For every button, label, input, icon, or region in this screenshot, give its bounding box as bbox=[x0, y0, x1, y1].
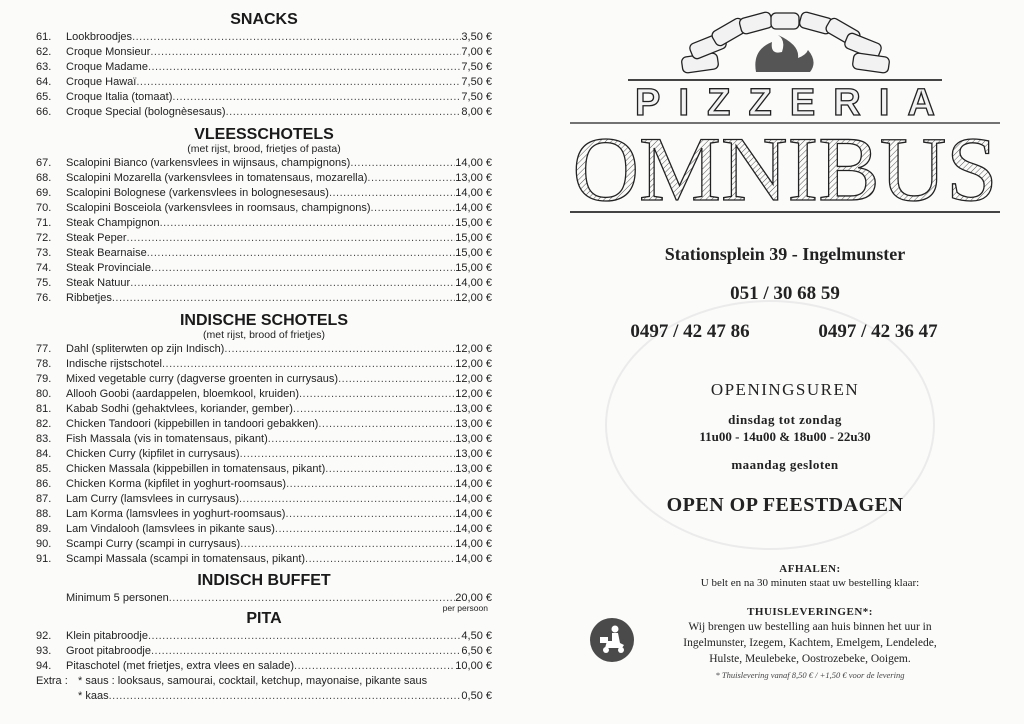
item-name: Groot pitabroodje bbox=[66, 645, 151, 657]
item-number: 61. bbox=[36, 31, 52, 43]
item-price: 15,00 € bbox=[455, 247, 492, 259]
dot-leader bbox=[329, 186, 455, 201]
item-name: Scalopini Bianco (varkensvlees in wijnsaus, champignons) bbox=[66, 157, 351, 169]
dot-leader bbox=[318, 417, 455, 432]
item-name: Indische rijstschotel bbox=[66, 358, 162, 370]
menu-item bbox=[36, 417, 492, 432]
delivery-text: Ingelmunster, Izegem, Kachtem, Emelgem, Lendelede, bbox=[683, 637, 937, 649]
item-name: Lam Curry (lamsvlees in currysaus) bbox=[66, 493, 239, 505]
extra-cheese: * kaas ..... 0,50 € bbox=[36, 689, 492, 704]
dot-leader bbox=[112, 291, 455, 306]
phone-number[interactable]: 051 / 30 68 59 bbox=[730, 283, 840, 304]
item-name: Lam Vindalooh (lamsvlees in pikante saus) bbox=[66, 523, 275, 535]
menu-item bbox=[36, 552, 492, 567]
delivery-title: THUISLEVERINGEN*: bbox=[747, 606, 873, 618]
section-subtitle: (met rijst, brood, frietjes of pasta) bbox=[187, 143, 341, 155]
menu-item bbox=[36, 246, 492, 261]
item-number: 86. bbox=[36, 478, 52, 490]
item-name: Chicken Tandoori (kippebillen in tandoori gebakken) bbox=[66, 418, 319, 430]
dot-leader bbox=[325, 462, 455, 477]
dot-leader bbox=[148, 60, 461, 75]
section-subtitle: (met rijst, brood of frietjes) bbox=[203, 329, 325, 341]
item-number: 68. bbox=[36, 172, 52, 184]
item-name: Scampi Massala (scampi in tomatensaus, pikant) bbox=[66, 553, 306, 565]
dot-leader bbox=[147, 246, 456, 261]
menu-item bbox=[36, 216, 492, 231]
item-name: Croque Monsieur bbox=[66, 46, 151, 58]
item-name: Pitaschotel (met frietjes, extra vlees en salade) bbox=[66, 660, 295, 672]
menu-item bbox=[36, 342, 492, 357]
delivery-note: * Thuislevering vanaf 8,50 € / +1,50 € voor de levering bbox=[715, 670, 905, 680]
dot-leader bbox=[151, 644, 461, 659]
item-price: 12,00 € bbox=[455, 343, 492, 355]
holidays-notice: OPEN OP FEESTDAGEN bbox=[666, 494, 904, 516]
section-title-pita: PITA bbox=[246, 610, 282, 627]
section-title-indisch-buffet: INDISCH BUFFET bbox=[197, 572, 331, 589]
item-name: Fish Massala (vis in tomatensaus, pikant) bbox=[66, 433, 268, 445]
item-number: 81. bbox=[36, 403, 52, 415]
menu-item bbox=[36, 537, 492, 552]
dot-leader bbox=[367, 171, 455, 186]
menu-item bbox=[36, 629, 492, 644]
dot-leader bbox=[224, 342, 455, 357]
item-price: 13,00 € bbox=[455, 463, 492, 475]
menu-item bbox=[36, 447, 492, 462]
item-number: 70. bbox=[36, 202, 52, 214]
menu-item bbox=[36, 372, 492, 387]
item-number: 64. bbox=[36, 76, 52, 88]
dot-leader bbox=[338, 372, 455, 387]
dot-leader bbox=[240, 537, 455, 552]
dot-leader bbox=[286, 477, 455, 492]
menu-item bbox=[36, 261, 492, 276]
info-column bbox=[560, 0, 1010, 724]
opening-days: dinsdag tot zondag bbox=[728, 412, 842, 427]
dot-leader bbox=[293, 402, 455, 417]
menu-item bbox=[36, 45, 492, 60]
item-number: 62. bbox=[36, 46, 52, 58]
menu-item bbox=[36, 186, 492, 201]
extra-sauces: Extra : * saus : looksaus, samourai, cocktail, ketchup, mayonaise, pikante saus bbox=[36, 675, 428, 687]
dot-leader bbox=[148, 629, 461, 644]
menu-item bbox=[36, 30, 492, 45]
item-price: 4,50 € bbox=[461, 630, 492, 642]
item-number: 85. bbox=[36, 463, 52, 475]
dot-leader bbox=[370, 201, 455, 216]
pickup-title: AFHALEN: bbox=[779, 563, 841, 575]
item-name: Scalopini Bosceiola (varkensvlees in roomsaus, champignons) bbox=[66, 202, 371, 214]
menu-item bbox=[36, 402, 492, 417]
section-title-snacks: SNACKS bbox=[230, 11, 298, 28]
item-price: 14,00 € bbox=[455, 478, 492, 490]
item-price: 14,00 € bbox=[455, 523, 492, 535]
item-price: 12,00 € bbox=[455, 388, 492, 400]
item-number: 90. bbox=[36, 538, 52, 550]
item-price: 14,00 € bbox=[455, 508, 492, 520]
closed-day: maandag gesloten bbox=[731, 457, 839, 472]
menu-item bbox=[36, 659, 492, 674]
mobile-number-2[interactable]: 0497 / 42 36 47 bbox=[818, 321, 938, 342]
item-name: Chicken Massala (kippebillen in tomatensaus, pikant) bbox=[66, 463, 326, 475]
item-name: Croque Italia (tomaat) bbox=[66, 91, 173, 103]
item-price: 20,00 € bbox=[455, 592, 492, 604]
dot-leader bbox=[305, 552, 455, 567]
item-name: Allooh Goobi (aardappelen, bloemkool, kruiden) bbox=[66, 388, 299, 400]
dot-leader bbox=[294, 659, 455, 674]
item-price: 14,00 € bbox=[455, 202, 492, 214]
item-price: 14,00 € bbox=[455, 538, 492, 550]
item-name: Scampi Curry (scampi in currysaus) bbox=[66, 538, 241, 550]
item-name: Ribbetjes bbox=[66, 292, 112, 304]
item-price: 7,50 € bbox=[461, 91, 492, 103]
item-number: 76. bbox=[36, 292, 52, 304]
item-number: 66. bbox=[36, 106, 52, 118]
item-price: 7,50 € bbox=[461, 76, 492, 88]
item-price: 12,00 € bbox=[455, 292, 492, 304]
item-price: 14,00 € bbox=[455, 187, 492, 199]
menu-item bbox=[36, 522, 492, 537]
item-number: 73. bbox=[36, 247, 52, 259]
item-number: 65. bbox=[36, 91, 52, 103]
section-title-vleesschotels: VLEESSCHOTELS bbox=[194, 126, 334, 143]
item-number: 93. bbox=[36, 645, 52, 657]
scooter-delivery-icon bbox=[589, 617, 635, 663]
dot-leader bbox=[127, 231, 456, 246]
menu-item bbox=[36, 201, 492, 216]
item-name: Croque Hawaï bbox=[66, 76, 137, 88]
menu-item bbox=[36, 105, 492, 120]
item-price: 14,00 € bbox=[455, 277, 492, 289]
dot-leader bbox=[299, 387, 455, 402]
item-name: Chicken Curry (kipfilet in currysaus) bbox=[66, 448, 240, 460]
item-number: 82. bbox=[36, 418, 52, 430]
item-name: Steak Champignon bbox=[66, 217, 160, 229]
delivery-text: Hulste, Meulebeke, Oostrozebeke, Ooigem. bbox=[709, 653, 911, 665]
item-name: Croque Special (bolognèsesaus) bbox=[66, 106, 226, 118]
item-price: 12,00 € bbox=[455, 373, 492, 385]
dot-leader bbox=[132, 30, 461, 45]
menu-item bbox=[36, 90, 492, 105]
dot-leader bbox=[130, 276, 455, 291]
menu-item bbox=[36, 591, 492, 606]
item-name: Steak Natuur bbox=[66, 277, 131, 289]
menu-item bbox=[36, 357, 492, 372]
item-number: 79. bbox=[36, 373, 52, 385]
item-name: Kabab Sodhi (gehaktvlees, koriander, gember) bbox=[66, 403, 293, 415]
item-number: 88. bbox=[36, 508, 52, 520]
opening-hours: 11u00 - 14u00 & 18u00 - 22u30 bbox=[699, 429, 871, 444]
opening-hours-title: OPENINGSUREN bbox=[710, 380, 860, 399]
dot-leader bbox=[160, 216, 456, 231]
menu-item bbox=[36, 60, 492, 75]
dot-leader bbox=[239, 492, 455, 507]
dot-leader bbox=[350, 156, 455, 171]
item-number: 89. bbox=[36, 523, 52, 535]
mobile-number-1[interactable]: 0497 / 42 47 86 bbox=[630, 321, 750, 342]
item-number: 92. bbox=[36, 630, 52, 642]
flame-icon bbox=[755, 35, 813, 72]
menu-item bbox=[36, 644, 492, 659]
item-price: 7,50 € bbox=[461, 61, 492, 73]
item-name: Steak Provinciale bbox=[66, 262, 151, 274]
menu-item bbox=[36, 75, 492, 90]
menu-item bbox=[36, 231, 492, 246]
dot-leader bbox=[240, 447, 456, 462]
item-price: 13,00 € bbox=[455, 172, 492, 184]
delivery-text: Wij brengen uw bestelling aan huis binnen het uur in bbox=[688, 621, 932, 633]
menu-item bbox=[36, 387, 492, 402]
section-title-indische-schotels: INDISCHE SCHOTELS bbox=[179, 312, 348, 329]
item-name: Scalopini Mozarella (varkensvlees in tomatensaus, mozarella) bbox=[66, 172, 368, 184]
menu-item bbox=[36, 462, 492, 477]
menu-item bbox=[36, 492, 492, 507]
item-number: 69. bbox=[36, 187, 52, 199]
item-name: Mixed vegetable curry (dagverse groenten in currysaus) bbox=[66, 373, 339, 385]
item-price: 13,00 € bbox=[455, 448, 492, 460]
item-price: 15,00 € bbox=[455, 217, 492, 229]
dot-leader bbox=[136, 75, 461, 90]
item-price: 3,50 € bbox=[461, 31, 492, 43]
item-name: Klein pitabroodje bbox=[66, 630, 148, 642]
item-number: 71. bbox=[36, 217, 52, 229]
item-number: 72. bbox=[36, 232, 52, 244]
menu-item bbox=[36, 507, 492, 522]
item-number: 91. bbox=[36, 553, 52, 565]
item-price: 13,00 € bbox=[455, 403, 492, 415]
svg-text:OMNIBUS: OMNIBUS bbox=[572, 118, 998, 220]
item-price: 13,00 € bbox=[455, 418, 492, 430]
menu-column bbox=[36, 10, 492, 704]
dot-leader bbox=[150, 45, 461, 60]
item-name: Dahl (spliterwten op zijn Indisch) bbox=[66, 343, 225, 355]
item-number: 67. bbox=[36, 157, 52, 169]
dot-leader bbox=[285, 507, 455, 522]
item-name: Croque Madame bbox=[66, 61, 148, 73]
item-price: 7,00 € bbox=[461, 46, 492, 58]
item-number: 74. bbox=[36, 262, 52, 274]
item-name: Steak Bearnaise bbox=[66, 247, 147, 259]
item-number: 84. bbox=[36, 448, 52, 460]
dot-leader bbox=[268, 432, 456, 447]
menu-item bbox=[36, 171, 492, 186]
item-price: 15,00 € bbox=[455, 232, 492, 244]
item-number: 94. bbox=[36, 660, 52, 672]
item-name: Lookbroodjes bbox=[66, 31, 133, 43]
dot-leader bbox=[275, 522, 455, 537]
menu-item bbox=[36, 276, 492, 291]
item-name: Lam Korma (lamsvlees in yoghurt-roomsaus) bbox=[66, 508, 286, 520]
item-price: 6,50 € bbox=[461, 645, 492, 657]
item-price: 15,00 € bbox=[455, 262, 492, 274]
pickup-text: U belt en na 30 minuten staat uw bestelling klaar: bbox=[700, 577, 920, 589]
dot-leader bbox=[162, 357, 455, 372]
item-name: Minimum 5 personen bbox=[66, 592, 169, 604]
item-price: 14,00 € bbox=[455, 157, 492, 169]
dot-leader bbox=[172, 90, 461, 105]
item-number: 75. bbox=[36, 277, 52, 289]
item-number: 63. bbox=[36, 61, 52, 73]
item-name: Scalopini Bolognese (varkensvlees in bolognesesaus) bbox=[66, 187, 329, 199]
menu-item bbox=[36, 477, 492, 492]
item-price: 8,00 € bbox=[461, 106, 492, 118]
item-name: Chicken Korma (kipfilet in yoghurt-roomsaus) bbox=[66, 478, 287, 490]
item-price: 10,00 € bbox=[455, 660, 492, 672]
dot-leader bbox=[226, 105, 462, 120]
menu-item bbox=[36, 432, 492, 447]
menu-item bbox=[36, 156, 492, 171]
item-price: 13,00 € bbox=[455, 433, 492, 445]
item-number: 77. bbox=[36, 343, 52, 355]
item-price: 14,00 € bbox=[455, 493, 492, 505]
item-number: 87. bbox=[36, 493, 52, 505]
svg-text:PIZZERIA: PIZZERIA bbox=[635, 82, 935, 124]
dot-leader bbox=[151, 261, 455, 276]
item-price: 14,00 € bbox=[455, 553, 492, 565]
price-note: per persoon bbox=[442, 603, 488, 613]
item-number: 78. bbox=[36, 358, 52, 370]
item-name: Steak Peper bbox=[66, 232, 127, 244]
address: Stationsplein 39 - Ingelmunster bbox=[664, 244, 906, 264]
item-price: 12,00 € bbox=[455, 358, 492, 370]
logo bbox=[560, 0, 1010, 225]
item-number: 80. bbox=[36, 388, 52, 400]
menu-item bbox=[36, 291, 492, 306]
item-number: 83. bbox=[36, 433, 52, 445]
